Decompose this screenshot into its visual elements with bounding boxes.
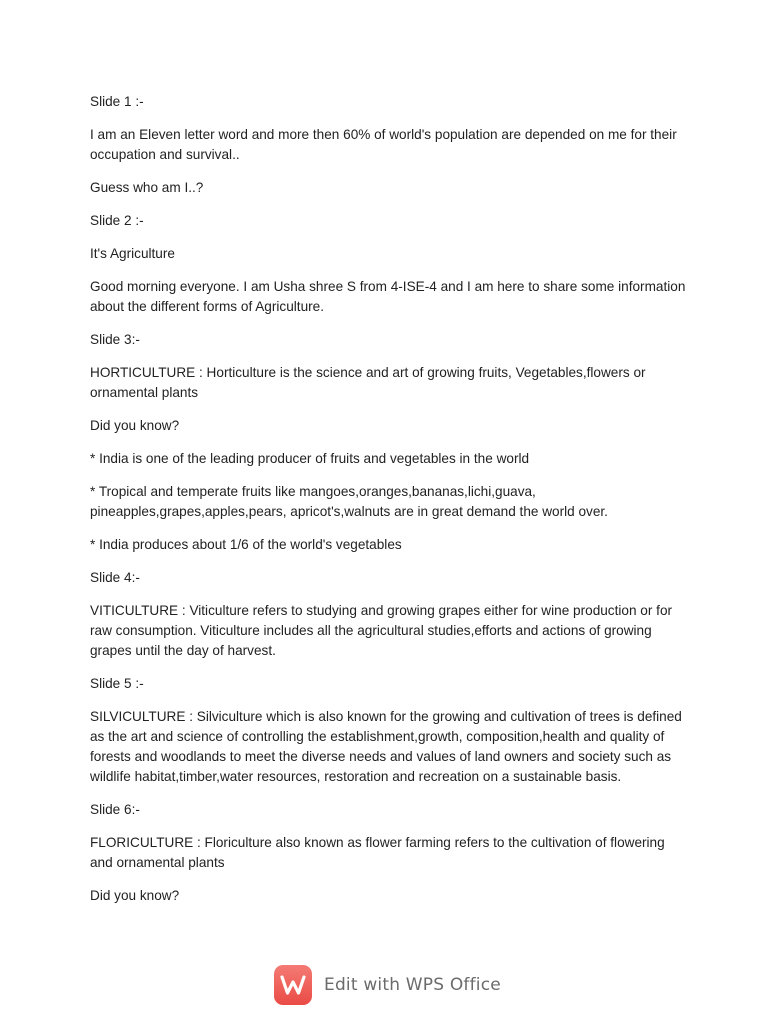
edit-with-wps-label[interactable]: Edit with WPS Office — [324, 975, 501, 995]
horticulture-definition: HORTICULTURE : Horticulture is the science and art of growing fruits, Vegetables,flowers or ornamental plants — [90, 365, 646, 400]
silviculture-definition: SILVICULTURE : Silviculture which is also known for the growing and cultivation of trees is defined as the art and science of controlling the establishment,growth, composition,health and quality of forests and woodlands to meet the diverse needs and values of land owners and society such as wildlife habitat,timber,water resources, restoration and recreation on a sustainable basis. — [90, 709, 682, 784]
slide-6-heading: Slide 6:- — [90, 802, 140, 817]
riddle-question: Guess who am I..? — [90, 180, 204, 195]
did-you-know-heading: Did you know? — [90, 418, 180, 433]
did-you-know-heading: Did you know? — [90, 888, 180, 903]
document-body — [90, 92, 690, 919]
slide-2-heading: Slide 2 :- — [90, 213, 144, 228]
slide-1-heading: Slide 1 :- — [90, 94, 144, 109]
introduction-text: Good morning everyone. I am Usha shree S from 4-ISE-4 and I am here to share some information about the different forms of Agriculture. — [90, 279, 686, 314]
riddle-text: I am an Eleven letter word and more then 60% of world's population are depended on me for their occupation and survival.. — [90, 127, 677, 162]
slide-4-heading: Slide 4:- — [90, 570, 140, 585]
viticulture-definition: VITICULTURE : Viticulture refers to studying and growing grapes either for wine production or for raw consumption. Viticulture includes all the agricultural studies,efforts and actions of growing grapes until the day of harvest. — [90, 603, 673, 658]
slide-5-heading: Slide 5 :- — [90, 676, 144, 691]
fact-bullet: * India is one of the leading producer of fruits and vegetables in the world — [90, 451, 530, 466]
wps-office-logo-icon — [274, 965, 312, 1005]
riddle-answer: It's Agriculture — [90, 246, 175, 261]
fact-bullet: * Tropical and temperate fruits like mangoes,oranges,bananas,lichi,guava, pineapples,grapes,apples,pears, apricot's,walnuts are in great demand the world over. — [90, 484, 608, 519]
fact-bullet: * India produces about 1/6 of the world's vegetables — [90, 537, 402, 552]
floriculture-definition: FLORICULTURE : Floriculture also known as flower farming refers to the cultivation of flowering and ornamental plants — [90, 835, 665, 870]
edit-with-wps-banner[interactable] — [274, 965, 501, 1005]
slide-3-heading: Slide 3:- — [90, 332, 140, 347]
